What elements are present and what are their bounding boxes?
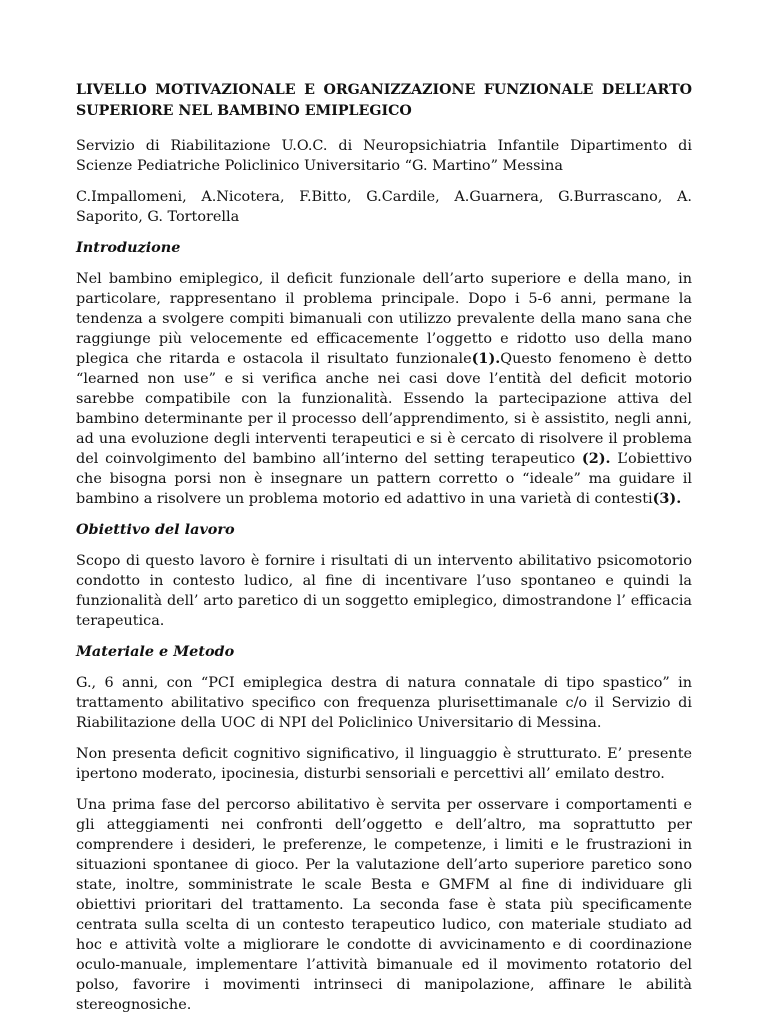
intro-paragraph	[76, 269, 692, 509]
affiliation: Servizio di Riabilitazione U.O.C. di Neuropsichiatria Infantile Dipartimento di Scienze Pediatriche Policlinico Universitario “G. Martino” Messina	[76, 138, 692, 174]
intro-text-part1: Nel bambino emiplegico, il deficit funzionale dell’arto superiore e della mano, in particolare, rappresentano il problema principale. Dopo i 5-6 anni, permane la tendenza a svolgere compiti bimanuali con utilizzo prevalente della mano sana che raggiunge più velocemente ed efficacemente l’oggetto e ridotto uso della mano plegica che ritarda e ostacola il risultato funzionale	[76, 271, 692, 367]
methods-paragraph-1: G., 6 anni, con “PCI emiplegica destra di natura connatale di tipo spastico” in trattamento abilitativo specifico con frequenza plurisettimanale c/o il Servizio di Riabilitazione della UOC di NPI del Policlinico Universitario di Messina.	[76, 675, 692, 731]
section-heading-introduzione: Introduzione	[76, 239, 181, 256]
document-title: LIVELLO MOTIVAZIONALE E ORGANIZZAZIONE FUNZIONALE DELL’ARTO SUPERIORE NEL BAMBINO EMIPLEGICO	[76, 82, 692, 119]
section-heading-obiettivo: Obiettivo del lavoro	[76, 521, 235, 538]
citation-1: (1).	[471, 350, 501, 367]
citation-2: (2).	[581, 450, 611, 467]
objective-paragraph: Scopo di questo lavoro è fornire i risultati di un intervento abilitativo psicomotorio condotto in contesto ludico, al fine di incentivare l’uso spontaneo e quindi la funzionalità dell’ arto paretico di un soggetto emiplegico, dimostrandone l’ efficacia terapeutica.	[76, 553, 692, 629]
methods-paragraph-3: Una prima fase del percorso abilitativo è servita per osservare i comportamenti e gli atteggiamenti nei confronti dell’oggetto e dell’altro, ma soprattutto per comprendere i desideri, le preferenze, le competenze, i limiti e le frustrazioni in situazioni spontanee di gioco. Per la valutazione dell’arto superiore paretico sono state, inoltre, somministrate le scale Besta e GMFM al fine di individuare gli obiettivi prioritari del trattamento. La seconda fase è stata più specificamente centrata sulla scelta di un contesto terapeutico ludico, con materiale studiato ad hoc e attività volte a migliorare le condotte di avvicinamento e di coordinazione oculo-manuale, implementare l’attività bimanuale ed il movimento rotatorio del polso, favorire i movimenti intrinseci di manipolazione, affinare le abilità stereognosiche.	[76, 797, 692, 1013]
authors: C.Impallomeni, A.Nicotera, F.Bitto, G.Cardile, A.Guarnera, G.Burrascano, A. Saporito, G. Tortorella	[76, 189, 692, 225]
intro-text-part3: L’obiettivo che bisogna porsi non è insegnare un pattern corretto o “ideale” ma guidare il bambino a risolvere un problema motorio ed adattivo in una varietà di contesti	[76, 451, 692, 507]
methods-paragraph-2: Non presenta deficit cognitivo significativo, il linguaggio è strutturato. E’ presente ipertono moderato, ipocinesia, disturbi sensoriali e percettivi all’ emilato destro.	[76, 746, 692, 782]
section-heading-materiale-metodo: Materiale e Metodo	[76, 643, 235, 660]
citation-3: (3).	[652, 490, 682, 507]
intro-text-part2: Questo fenomeno è detto “learned non use” e si verifica anche nei casi dove l’entità del deficit motorio sarebbe compatibile con la funzionalità. Essendo la partecipazione attiva del bambino determinante per il processo dell’apprendimento, si è assistito, negli anni, ad una evoluzione degli interventi terapeutici e si è cercato di risolvere il problema del coinvolgimento del bambino all’interno del setting terapeutico	[76, 351, 692, 467]
